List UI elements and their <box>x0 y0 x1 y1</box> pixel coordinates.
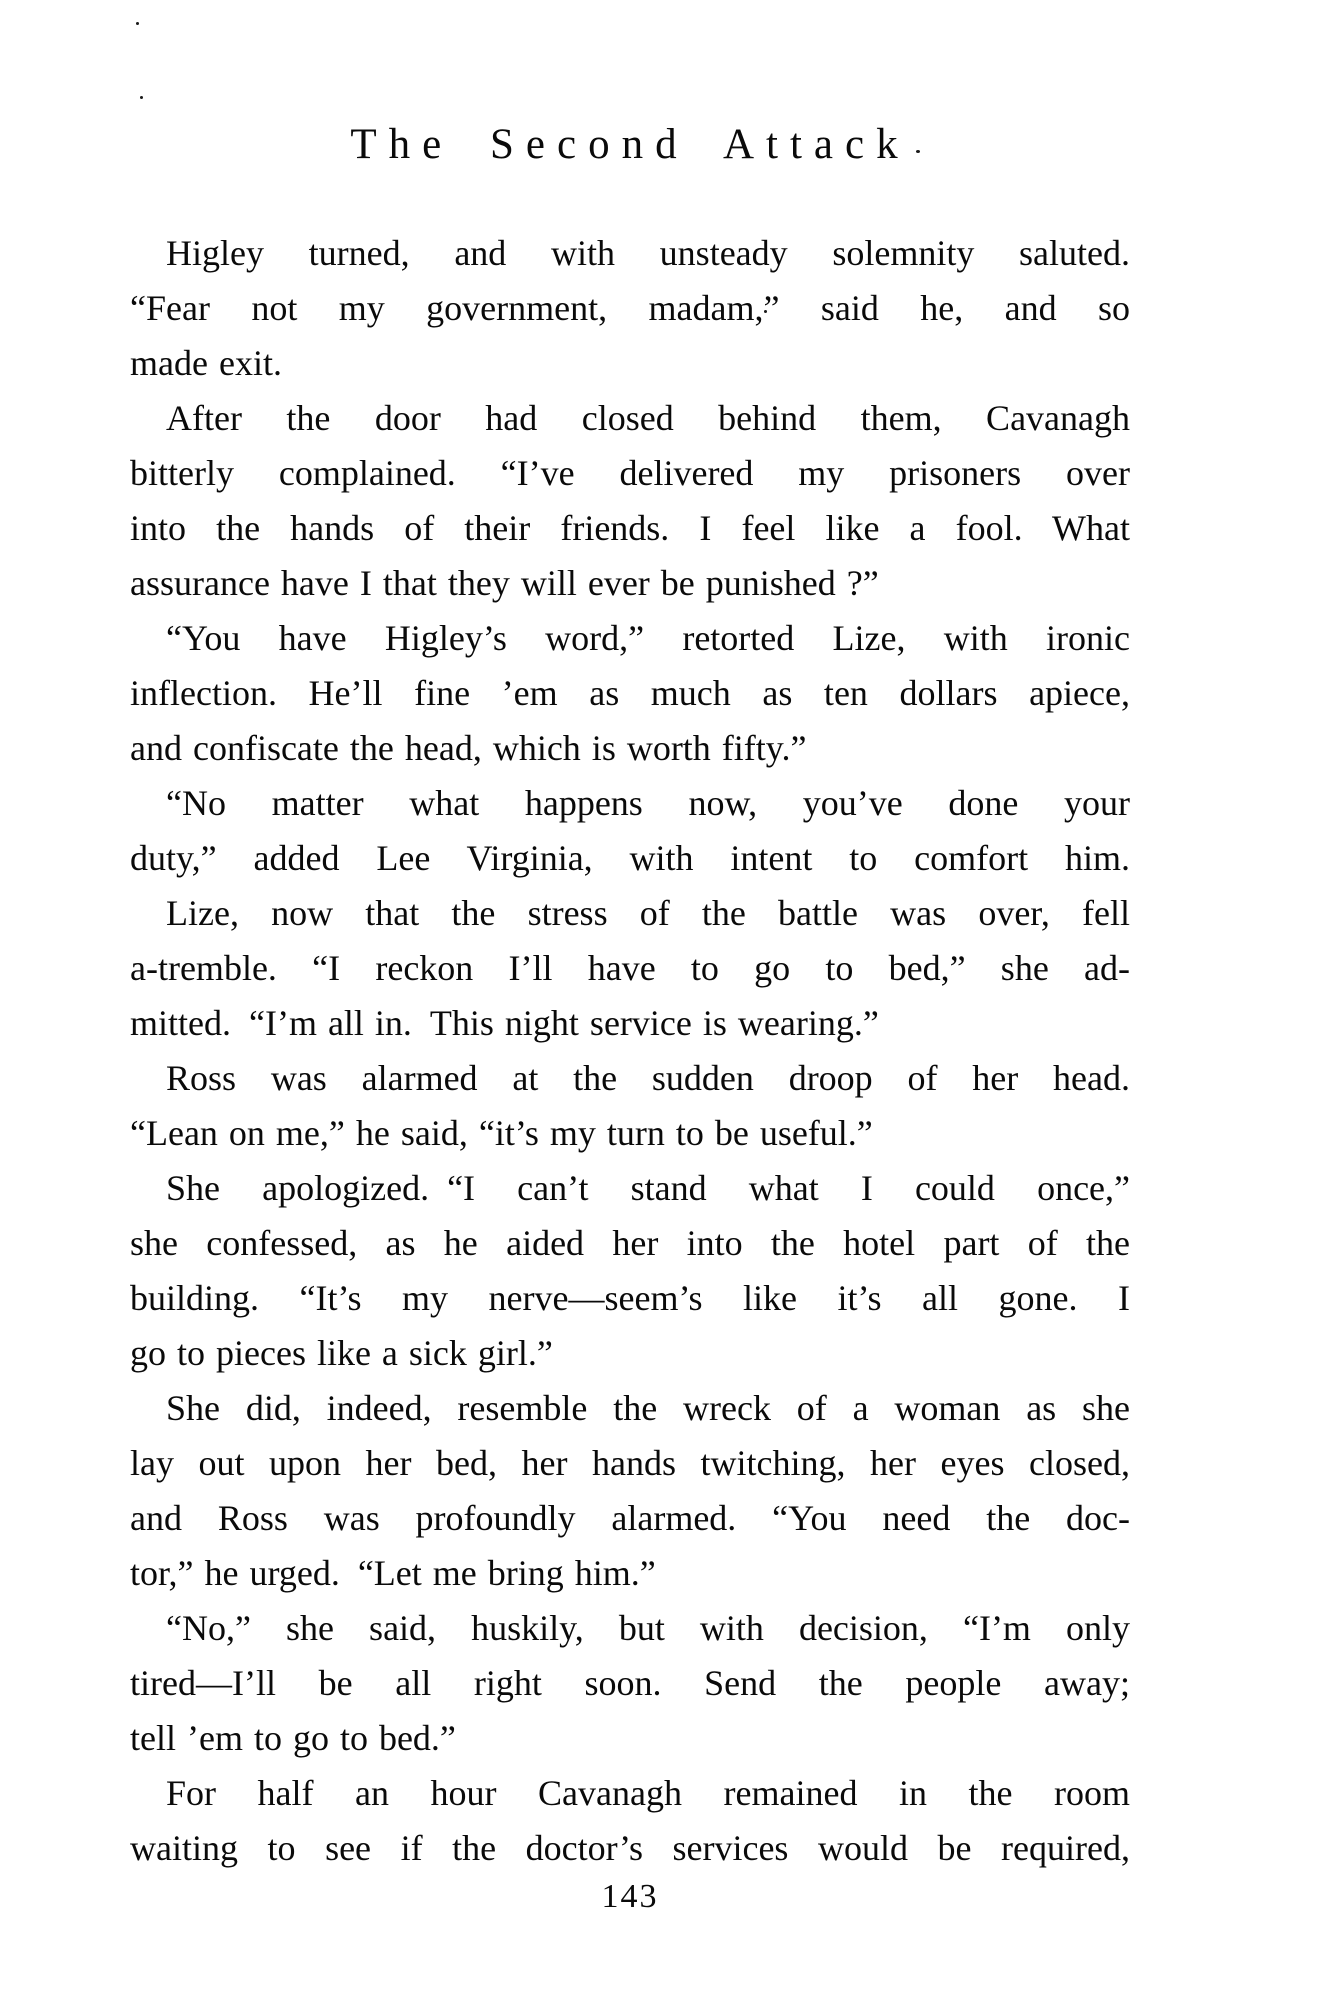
text-line: into the hands of their friends. I feel like a fool. What <box>130 508 1130 548</box>
text-line: waiting to see if the doctor’s services would be required, <box>130 1828 1130 1868</box>
text-line: tell ’em to go to bed.” <box>130 1718 456 1758</box>
page-number: 143 <box>601 1878 659 1915</box>
text-line: made exit. <box>130 343 282 383</box>
text-line: For half an hour Cavanagh remained in the room <box>166 1773 1130 1813</box>
text-line: a-tremble. “I reckon I’ll have to go to bed,” she ad- <box>130 948 1130 988</box>
text-line: “Fear not my government, madam,” said he, and so <box>130 288 1130 328</box>
text-line: She did, indeed, resemble the wreck of a woman as she <box>166 1388 1130 1428</box>
text-line: she confessed, as he aided her into the hotel part of the <box>130 1223 1130 1263</box>
chapter-title: The Second Attack <box>350 121 910 168</box>
text-line: “No matter what happens now, you’ve done your <box>166 783 1130 823</box>
text-line: She apologized. “I can’t stand what I could once,” <box>166 1168 1130 1208</box>
text-line: Lize, now that the stress of the battle was over, fell <box>166 893 1130 933</box>
text-line: building. “It’s my nerve—seem’s like it’s all gone. I <box>130 1278 1130 1318</box>
scan-speck <box>140 96 143 99</box>
text-line: lay out upon her bed, her hands twitching, her eyes closed, <box>130 1443 1130 1483</box>
text-line: inflection. He’ll fine ’em as much as ten dollars apiece, <box>130 673 1130 713</box>
text-line: “You have Higley’s word,” retorted Lize, with ironic <box>166 618 1130 658</box>
text-line: and confiscate the head, which is worth fifty.” <box>130 728 807 768</box>
text-line: Higley turned, and with unsteady solemnity saluted. <box>166 233 1130 273</box>
text-line: mitted. “I’m all in. This night service is wearing.” <box>130 1003 879 1043</box>
text-line: “Lean on me,” he said, “it’s my turn to be useful.” <box>130 1113 873 1153</box>
text-line: go to pieces like a sick girl.” <box>130 1333 553 1373</box>
text-block <box>130 226 1130 1876</box>
text-line: After the door had closed behind them, Cavanagh <box>166 398 1130 438</box>
text-line: assurance have I that they will ever be punished ?” <box>130 563 879 603</box>
text-line: Ross was alarmed at the sudden droop of her head. <box>166 1058 1130 1098</box>
text-line: and Ross was profoundly alarmed. “You need the doc- <box>130 1498 1130 1538</box>
text-line: “No,” she said, huskily, but with decision, “I’m only <box>166 1608 1130 1648</box>
text-line: bitterly complained. “I’ve delivered my prisoners over <box>130 453 1130 493</box>
text-line: tired—I’ll be all right soon. Send the people away; <box>130 1663 1130 1703</box>
text-line: duty,” added Lee Virginia, with intent to comfort him. <box>130 838 1130 878</box>
scan-speck <box>136 22 139 25</box>
text-line: tor,” he urged. “Let me bring him.” <box>130 1553 656 1593</box>
